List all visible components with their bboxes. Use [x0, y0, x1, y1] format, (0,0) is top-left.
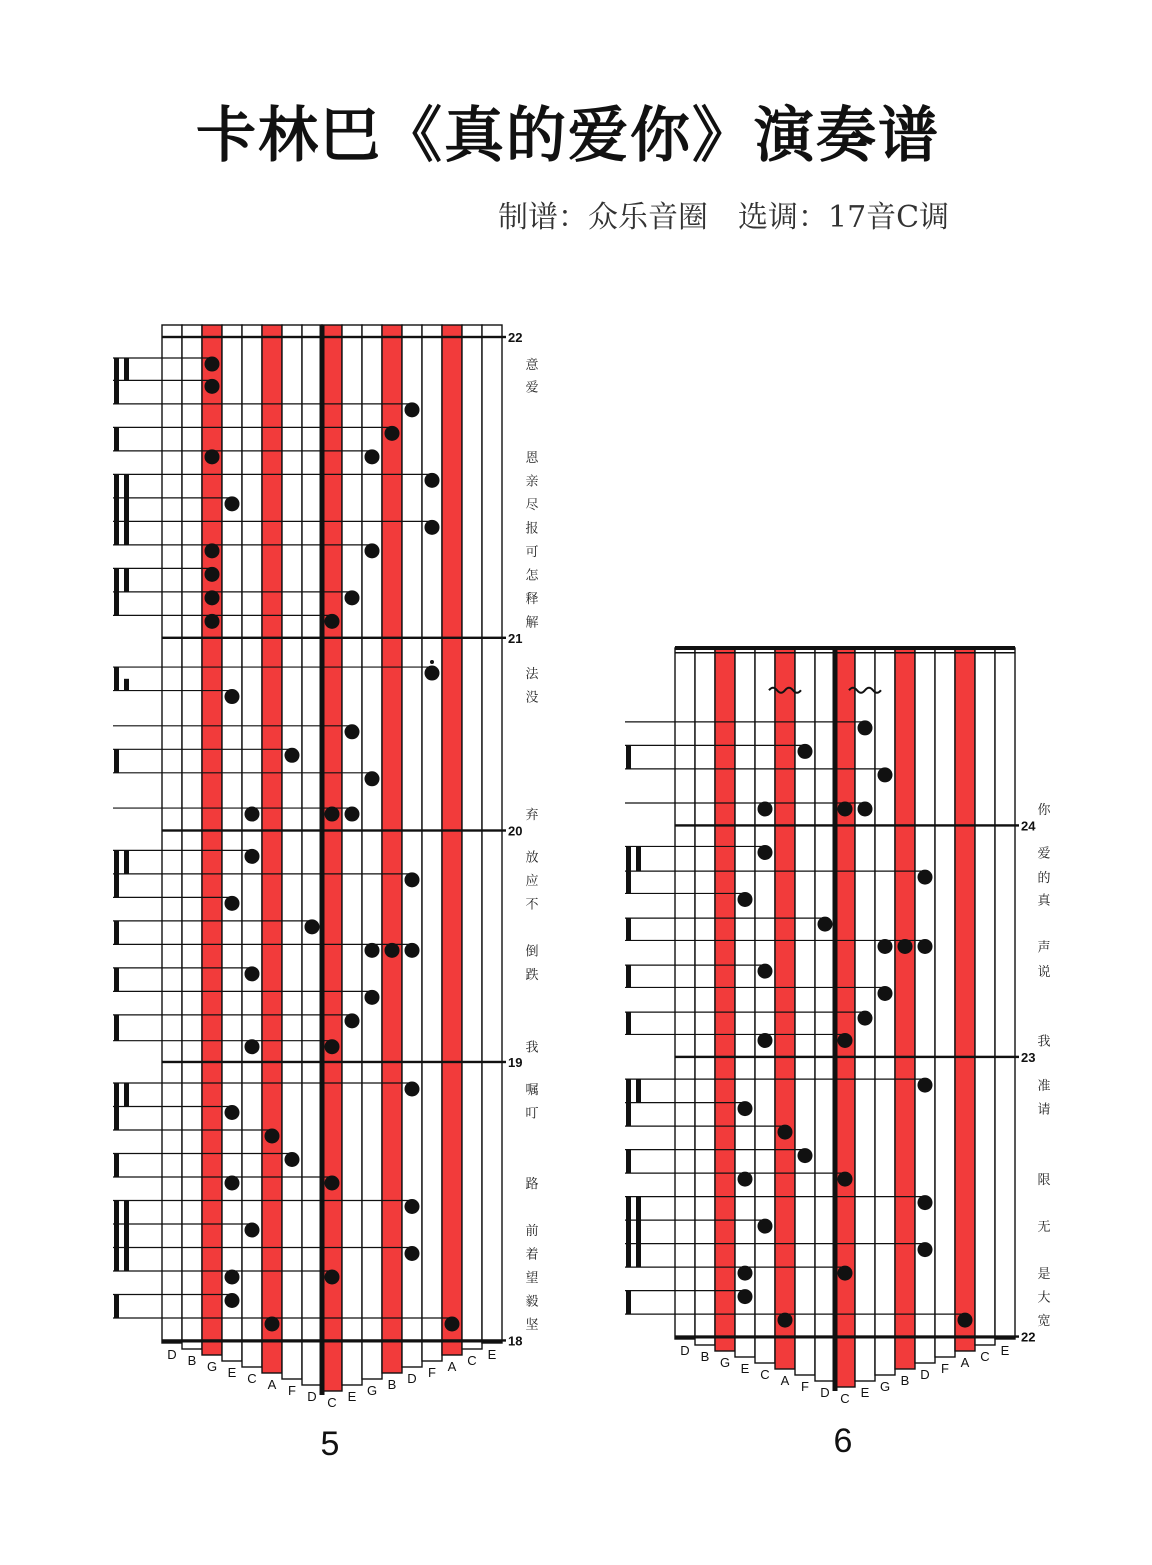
page-number: 5: [320, 1425, 340, 1463]
lyric: 声: [1037, 940, 1051, 956]
key-label: E: [1000, 1343, 1010, 1358]
lyric: 我: [525, 1040, 539, 1056]
note-G: [878, 986, 893, 1001]
key-label: F: [801, 1379, 809, 1394]
note-G: [205, 567, 220, 582]
rhythm-stem: [626, 1079, 631, 1126]
staff-top-line: [675, 652, 1015, 654]
measure-number: 20: [508, 823, 523, 839]
rhythm-stem: [114, 568, 119, 615]
staff-top-line: [675, 646, 1015, 650]
note-A: [265, 1129, 280, 1144]
tine-B: [695, 648, 715, 1345]
key-label: C: [327, 1395, 337, 1410]
note-E: [858, 801, 873, 816]
note-E: [858, 1011, 873, 1026]
note-C: [245, 807, 260, 822]
rhythm-stem: [114, 667, 119, 691]
key-label: E: [487, 1347, 497, 1362]
tine-E: [735, 648, 755, 1357]
rhythm-stem: [626, 965, 631, 987]
lyric: 报: [525, 521, 539, 537]
lyric: 毅: [525, 1294, 539, 1310]
measure-number: 22: [1021, 1329, 1036, 1345]
note-C: [838, 1033, 853, 1048]
rhythm-stem: [114, 358, 119, 404]
lyric: 的: [1037, 871, 1051, 887]
key-label: G: [206, 1359, 218, 1374]
tine-B: [382, 325, 402, 1373]
rhythm-stem: [626, 1012, 631, 1034]
lyric: 无: [1037, 1220, 1051, 1236]
note-G: [205, 379, 220, 394]
lyric: 我: [1037, 1034, 1051, 1050]
lyric: 爱: [1037, 846, 1051, 862]
rhythm-stem: [626, 1291, 631, 1315]
key-label: G: [366, 1383, 378, 1398]
note-C: [325, 1176, 340, 1191]
rhythm-stem-double: [124, 568, 129, 592]
lyric: 望: [525, 1271, 539, 1286]
key-label: B: [700, 1349, 710, 1364]
rhythm-stem-double: [636, 846, 641, 871]
tine-C: [322, 325, 342, 1391]
rhythm-stem: [626, 846, 631, 893]
key-label: D: [307, 1389, 317, 1404]
key-label: D: [407, 1371, 417, 1386]
note-C: [838, 1172, 853, 1187]
note-G: [365, 543, 380, 558]
note-C: [758, 1033, 773, 1048]
tine-C: [242, 325, 262, 1367]
measure-number: 22: [508, 330, 523, 345]
key-label: E: [860, 1385, 870, 1400]
note-G: [878, 939, 893, 954]
key-label: B: [187, 1353, 197, 1368]
tine-F: [935, 648, 955, 1357]
rhythm-stem-double: [124, 850, 129, 874]
note-G: [365, 771, 380, 786]
lyric: 准: [1037, 1079, 1051, 1095]
key-label: B: [387, 1377, 397, 1392]
note-C: [838, 801, 853, 816]
note-D: [918, 870, 933, 885]
note-G: [365, 990, 380, 1005]
rhythm-stem-double: [124, 679, 129, 691]
note-G: [205, 357, 220, 372]
rhythm-stem: [114, 921, 119, 945]
lyric: 着: [525, 1247, 539, 1263]
note-C: [245, 849, 260, 864]
note-G: [205, 543, 220, 558]
rhythm-stem: [114, 1083, 119, 1130]
rhythm-stem: [626, 918, 631, 940]
lyric: 坚: [525, 1318, 539, 1333]
rhythm-stem: [114, 1015, 119, 1041]
lyric: 不: [525, 897, 539, 913]
note-E: [345, 807, 360, 822]
note-B: [385, 943, 400, 958]
key-label: E: [227, 1365, 237, 1380]
note-E: [738, 1101, 753, 1116]
tine-G: [362, 325, 382, 1379]
note-F: [285, 748, 300, 763]
tine-D: [162, 325, 182, 1343]
lyric: 法: [525, 667, 539, 683]
rhythm-stem-double: [636, 1079, 641, 1103]
rhythm-stem-double: [636, 1197, 641, 1268]
note-D: [405, 402, 420, 417]
note-E: [738, 1266, 753, 1281]
tine-G: [875, 648, 895, 1375]
measure-line: [162, 637, 506, 639]
note-C: [325, 614, 340, 629]
lyric: 说: [1037, 965, 1051, 981]
lyric: 意: [525, 358, 539, 374]
lyric: 释: [525, 591, 539, 607]
note-E: [225, 689, 240, 704]
note-E: [225, 496, 240, 511]
lyric: 叮: [525, 1106, 539, 1122]
note-C: [758, 845, 773, 860]
measure-line: [162, 1339, 506, 1341]
lyric: 是: [1037, 1267, 1051, 1283]
note-D: [405, 872, 420, 887]
note-G: [365, 943, 380, 958]
key-label: D: [820, 1385, 830, 1400]
rhythm-stem: [114, 1154, 119, 1178]
octave-dot: [430, 660, 434, 664]
lyric: 倒: [525, 944, 539, 960]
key-label: D: [920, 1367, 930, 1382]
note-E: [225, 1176, 240, 1191]
lyric: 应: [525, 873, 539, 889]
tine-C: [975, 648, 995, 1345]
note-D: [405, 943, 420, 958]
note-A: [445, 1317, 460, 1332]
tine-D: [815, 648, 835, 1381]
key-label: D: [680, 1343, 690, 1358]
note-D: [818, 917, 833, 932]
tine-C: [755, 648, 775, 1363]
key-label: C: [840, 1391, 850, 1406]
rhythm-stem-double: [124, 474, 129, 544]
note-D: [405, 1082, 420, 1097]
rhythm-stem: [114, 474, 119, 544]
note-E: [858, 720, 873, 735]
note-D: [405, 1199, 420, 1214]
rhythm-stem: [114, 1295, 119, 1319]
lyric: 放: [525, 850, 539, 866]
key-label: G: [719, 1355, 731, 1370]
note-C: [325, 1270, 340, 1285]
lyric: 前: [525, 1224, 539, 1239]
rhythm-stem: [114, 1201, 119, 1272]
page-title: 卡林巴《真的爱你》演奏谱: [196, 101, 940, 171]
lyric: 嘱: [525, 1083, 539, 1098]
note-G: [365, 449, 380, 464]
note-C: [245, 966, 260, 981]
lyric: 路: [525, 1177, 539, 1192]
lyric: 宽: [1037, 1314, 1051, 1330]
tine-A: [775, 648, 795, 1369]
measure-line: [675, 1335, 1019, 1337]
note-F: [425, 473, 440, 488]
key-label: A: [447, 1359, 457, 1374]
tine-F: [282, 325, 302, 1379]
note-A: [778, 1125, 793, 1140]
key-label: A: [960, 1355, 970, 1370]
tine-B: [182, 325, 202, 1349]
tine-E: [222, 325, 242, 1361]
lyric: 大: [1037, 1290, 1051, 1306]
staff-page-5: [113, 325, 506, 1395]
lyric: 没: [525, 690, 539, 706]
measure-number: 18: [508, 1333, 523, 1349]
key-label: C: [980, 1349, 990, 1364]
note-G: [205, 449, 220, 464]
note-C: [325, 807, 340, 822]
measure-line: [162, 829, 506, 831]
note-G: [205, 614, 220, 629]
note-F: [798, 1148, 813, 1163]
note-E: [738, 1289, 753, 1304]
measure-number: 21: [508, 630, 523, 646]
lyric: 可: [525, 544, 539, 560]
tine-B: [895, 648, 915, 1369]
note-C: [245, 1039, 260, 1054]
lyric: 请: [1037, 1102, 1051, 1118]
note-F: [285, 1152, 300, 1167]
rhythm-stem-double: [124, 1083, 129, 1107]
note-E: [738, 892, 753, 907]
lyric: 尽: [525, 497, 539, 513]
note-E: [225, 896, 240, 911]
measure-number: 23: [1021, 1049, 1036, 1065]
note-E: [345, 590, 360, 605]
arranger-and-key: 制谱：众乐音圈 选调：17音C调: [498, 200, 950, 235]
note-F: [425, 520, 440, 535]
key-label: C: [467, 1353, 477, 1368]
note-C: [758, 801, 773, 816]
note-D: [305, 919, 320, 934]
note-E: [225, 1293, 240, 1308]
rhythm-stem-double: [124, 1201, 129, 1272]
note-F: [425, 666, 440, 681]
key-label: E: [740, 1361, 750, 1376]
rhythm-stem: [114, 749, 119, 773]
rhythm-stem: [626, 1197, 631, 1268]
key-label: G: [879, 1379, 891, 1394]
key-label: C: [247, 1371, 257, 1386]
note-G: [205, 590, 220, 605]
lyric: 亲: [525, 474, 539, 490]
note-C: [245, 1223, 260, 1238]
note-F: [798, 744, 813, 759]
key-label: F: [428, 1365, 436, 1380]
note-A: [958, 1313, 973, 1328]
measure-line: [162, 336, 506, 338]
lyric: 解: [525, 615, 539, 631]
lyric: 限: [1037, 1173, 1051, 1189]
lyric: 你: [1037, 802, 1051, 818]
note-D: [918, 939, 933, 954]
rhythm-stem: [114, 968, 119, 992]
key-label: C: [760, 1367, 770, 1382]
key-label: D: [167, 1347, 177, 1362]
note-C: [758, 1219, 773, 1234]
measure-number: 24: [1021, 818, 1036, 834]
center-divider: [320, 325, 325, 1395]
tine-E: [482, 325, 502, 1343]
key-label: A: [267, 1377, 277, 1392]
center-divider: [833, 648, 838, 1391]
staff-page-6: [625, 646, 1019, 1391]
lyric: 怎: [525, 568, 539, 584]
note-E: [345, 724, 360, 739]
lyric: 跌: [525, 967, 539, 983]
key-label: B: [900, 1373, 910, 1388]
tine-A: [262, 325, 282, 1373]
note-D: [405, 1246, 420, 1261]
page-number: 6: [833, 1422, 853, 1460]
rhythm-stem: [626, 1150, 631, 1174]
note-C: [838, 1266, 853, 1281]
note-C: [758, 964, 773, 979]
measure-line: [162, 1061, 506, 1063]
lyric: 爱: [525, 380, 539, 396]
tine-G: [715, 648, 735, 1351]
note-A: [778, 1313, 793, 1328]
tine-A: [442, 325, 462, 1355]
tine-E: [342, 325, 362, 1385]
note-B: [385, 426, 400, 441]
lyric: 恩: [525, 450, 539, 466]
measure-line: [675, 1056, 1019, 1058]
key-label: F: [288, 1383, 296, 1398]
tine-D: [302, 325, 322, 1385]
note-B: [898, 939, 913, 954]
tine-D: [675, 648, 695, 1339]
note-D: [918, 1242, 933, 1257]
note-E: [738, 1172, 753, 1187]
key-label: F: [941, 1361, 949, 1376]
lyric: 真: [1037, 893, 1051, 909]
tine-E: [995, 648, 1015, 1339]
note-E: [225, 1270, 240, 1285]
tine-C: [462, 325, 482, 1349]
note-D: [918, 1078, 933, 1093]
key-label: A: [780, 1373, 790, 1388]
note-C: [325, 1039, 340, 1054]
note-E: [225, 1105, 240, 1120]
note-G: [878, 767, 893, 782]
note-D: [918, 1195, 933, 1210]
measure-number: 19: [508, 1054, 523, 1070]
key-label: E: [347, 1389, 357, 1404]
note-A: [265, 1317, 280, 1332]
tine-A: [955, 648, 975, 1351]
rhythm-stem-double: [124, 358, 129, 380]
note-E: [345, 1013, 360, 1028]
rhythm-stem: [626, 745, 631, 769]
rhythm-stem: [114, 850, 119, 897]
measure-line: [675, 824, 1019, 826]
lyric: 弃: [525, 808, 539, 824]
rhythm-stem: [114, 427, 119, 451]
